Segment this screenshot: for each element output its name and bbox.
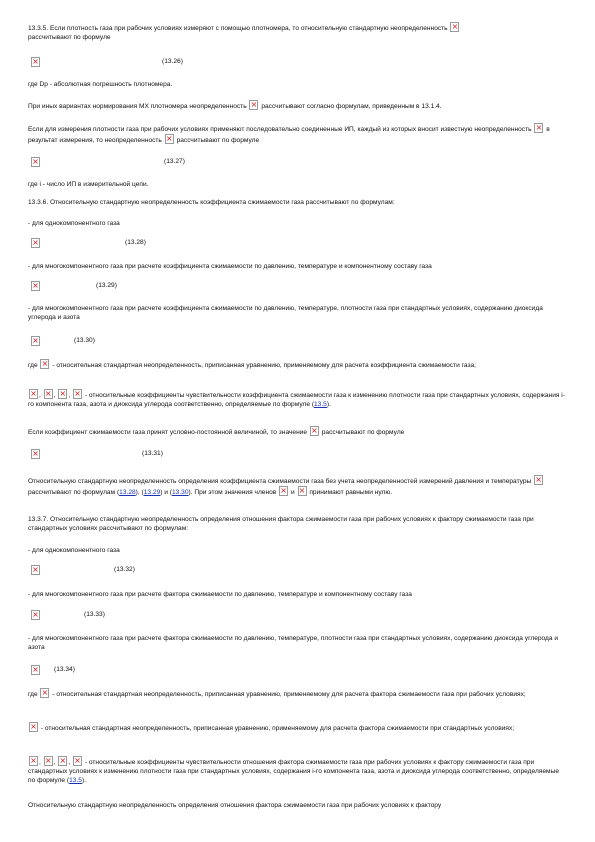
paragraph-multi-component-density-2: - для многокомпонентного газа при расчете фактора сжимаемости по давлению, температуре, плотности газа при стандартных условиях, содержанию диоксида углерода и азота: [28, 635, 559, 651]
broken-image-icon: [58, 389, 67, 399]
paragraph-single-component: - для однокомпонентного газа: [28, 220, 120, 227]
formula-link-13-29[interactable]: 13.29: [143, 489, 161, 496]
paragraph-constant-compressibility: Если коэффициент сжимаемости газа принят условно-постоянной величиной, то значение × рассчитывают по формуле: [28, 426, 568, 437]
paragraph-13-3-6: 13.3.6. Относительную стандартную неопределенность коэффициента сжимаемости газа рассчитывают по формулам:: [28, 199, 395, 206]
paragraph-serial-transducers: Если для измерения плотности газа при рабочих условиях применяют последовательно соединенные ИП, каждый из которых вносит известную неопределенность × в результат измерения, то неопределенность × рассчитывают по формуле: [28, 123, 568, 145]
broken-image-icon: [31, 57, 40, 67]
broken-image-icon: [31, 281, 40, 291]
paragraph-without-pressure-temperature: Относительную стандартную неопределенность определения коэффициента сжимаемости газа без учета неопределенностей измерений давления и температуры × рассчитывают по формулам (13.28), (13.29) и (13.30). При этом значения членов × и × принимают равными нулю.: [28, 475, 568, 497]
paragraph-multi-component-composition-2: - для многокомпонентного газа при расчете фактора сжимаемости по давлению, температуре и компонентному составу газа: [28, 591, 412, 598]
formula-13-29: × (13.29): [28, 281, 568, 293]
formula-13-33: × (13.33): [28, 610, 568, 622]
broken-image-icon: [310, 426, 319, 436]
broken-image-icon: [73, 389, 82, 399]
formula-13-30: × (13.30): [28, 336, 568, 348]
broken-image-icon: [534, 123, 543, 133]
broken-image-icon: [31, 665, 40, 675]
broken-image-icon: [44, 756, 53, 766]
paragraph-multi-component-density: - для многокомпонентного газа при расчете коэффициента сжимаемости по давлению, температуре, плотности газа при стандартных условиях, содержанию диоксида углерода и азота: [28, 305, 543, 321]
paragraph-multi-component-composition: - для многокомпонентного газа при расчете коэффициента сжимаемости по давлению, температуре и компонентному составу газа: [28, 263, 432, 270]
formula-13-31: × (13.31): [28, 449, 568, 461]
paragraph-13-3-5: 13.3.5. Если плотность газа при рабочих условиях измеряют с помощью плотномера, то относительную стандартную неопределенность × рассчитывают по формуле: [28, 22, 568, 42]
broken-image-icon: [29, 756, 38, 766]
broken-image-icon: [31, 336, 40, 346]
paragraph-ratio-uncertainty: Относительную стандартную неопределенность определения отношения фактора сжимаемости газа при рабочих условиях к фактору: [28, 802, 442, 809]
broken-image-icon: [73, 756, 82, 766]
broken-image-icon: [29, 722, 38, 732]
broken-image-icon: [31, 238, 40, 248]
paragraph-other-variants: При иных вариантах нормирования МХ плотномера неопределенность × рассчитывают согласно формулам, приведенным в 13.1.4.: [28, 100, 568, 111]
broken-image-icon: [58, 756, 67, 766]
broken-image-icon: [31, 610, 40, 620]
broken-image-icon: [44, 389, 53, 399]
formula-link-13-28[interactable]: 13.28: [119, 489, 136, 496]
paragraph-where-equation-uncertainty: где × - относительная стандартная неопределенность, приписанная уравнению, применяемому для расчета коэффициента сжимаемости газа;: [28, 359, 568, 370]
paragraph-standard-equation: × - относительная стандартная неопределенность, приписанная уравнению, применяемому для расчета фактора сжимаемости при стандартных условиях;: [28, 722, 568, 733]
broken-image-icon: [40, 359, 49, 369]
broken-image-icon: [298, 486, 307, 496]
formula-13-32: × (13.32): [28, 565, 568, 577]
paragraph-ratio-sensitivity: ×, ×, ×, × - относительные коэффициенты чувствительности отношения фактора сжимаемости газа при рабочих условиях к фактору сжимаемости газа при стандартных условиях к изменению плотности газа при стандартных условиях, содержания i-го компонента газа, азота и диоксида углерода соответственно, определяемые по формуле (13.5).: [28, 756, 568, 785]
formula-link-13-30[interactable]: 13.30: [172, 489, 189, 496]
broken-image-icon: [40, 688, 49, 698]
broken-image-icon: [29, 389, 38, 399]
paragraph-13-3-7: 13.3.7. Относительную стандартную неопределенность определения отношения фактора сжимаемости газа при рабочих условиях к фактору сжимаемости газа при стандартных условиях рассчитывают по формулам:: [28, 516, 534, 532]
paragraph-sensitivity-coefficients: ×, ×, ×, × - относительные коэффициенты чувствительности коэффициента сжимаемости газа к изменению плотности газа при стандартных условиях, содержания i-го компонента газа, азота и диоксида углерода соответственно, определяемые по формуле (13.5).: [28, 389, 568, 409]
broken-image-icon: [31, 157, 40, 167]
paragraph-where-working-equation: где × - относительная стандартная неопределенность, приписанная уравнению, применяемому для расчета фактора сжимаемости газа при рабочих условиях;: [28, 688, 568, 699]
paragraph-single-component-2: - для однокомпонентного газа: [28, 547, 120, 554]
broken-image-icon: [279, 486, 288, 496]
formula-link-13-5[interactable]: 13.5: [314, 401, 327, 408]
formula-13-28: × (13.28): [28, 238, 568, 250]
formula-13-27: × (13.27): [28, 157, 568, 169]
paragraph-where-i: где i - число ИП в измерительной цепи.: [28, 181, 149, 188]
broken-image-icon: [31, 565, 40, 575]
broken-image-icon: [249, 100, 258, 110]
broken-image-icon: [165, 134, 174, 144]
broken-image-icon: [450, 22, 459, 32]
broken-image-icon: [534, 475, 543, 485]
formula-13-26: × (13.26): [28, 57, 568, 69]
formula-link-13-5-b[interactable]: 13.5: [69, 777, 82, 784]
formula-13-34: × (13.34): [28, 665, 568, 677]
broken-image-icon: [31, 449, 40, 459]
paragraph-where-dp: где Dp - абсолютная погрешность плотномера.: [28, 81, 173, 88]
